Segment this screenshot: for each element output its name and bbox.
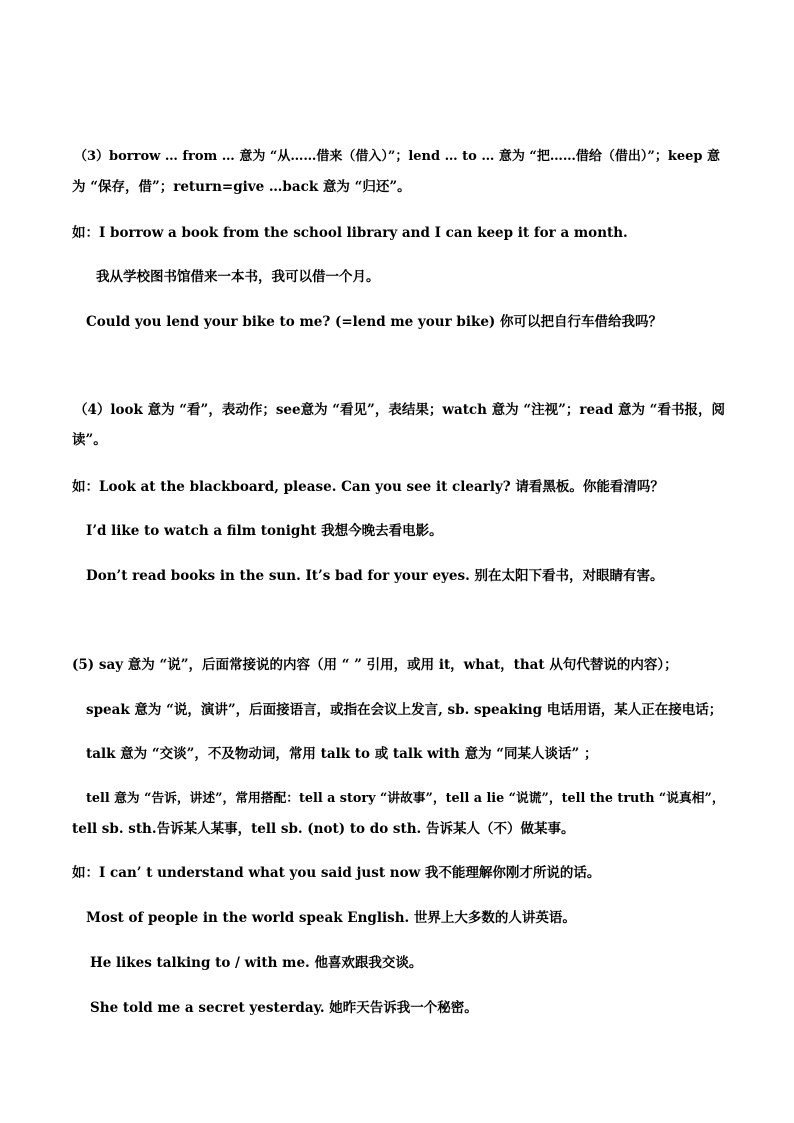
section-5-tell-line-2: tell sb. sth.告诉某人某事，tell sb. (not) to do sth. 告诉某人（不）做某事。 <box>72 821 575 837</box>
section-5-line-1: (5) say 意为 “说”，后面常接说的内容（用 “ ” 引用，或用 it，what，that 从句代替说的内容）； <box>72 657 678 673</box>
example-sentence: 如：I can’ t understand what you said just now 我不能理解你刚才所说的话。 <box>72 865 601 881</box>
example-sentence: 如：I borrow a book from the school library and I can keep it for a month. <box>72 225 628 241</box>
example-translation: 我从学校图书馆借来一本书，我可以借一个月。 <box>96 269 380 285</box>
section-3-line-1: （3）borrow … from … 意为 “从……借来（借入）”；lend … to … 意为 “把……借给（借出）”；keep 意 <box>74 149 720 164</box>
example-sentence: Could you lend your bike to me? (=lend me your bike) 你可以把自行车借给我吗？ <box>86 314 662 330</box>
section-5-tell-line-1: tell 意为 “告诉，讲述”，常用搭配：tell a story “讲故事”，tell a lie “说谎”，tell the truth “说真相”， <box>86 791 725 806</box>
section-3-line-2: 为 “保存，借”；return=give …back 意为 “归还”。 <box>72 179 411 195</box>
section-5-talk: talk 意为 “交谈”，不及物动词，常用 talk to 或 talk with 意为 “同某人谈话” ； <box>86 746 598 762</box>
example-sentence: She told me a secret yesterday. 她昨天告诉我一个秘密。 <box>90 1000 478 1016</box>
example-sentence: 如：Look at the blackboard, please. Can you see it clearly? 请看黑板。你能看清吗？ <box>72 479 664 495</box>
example-sentence: He likes talking to / with me. 他喜欢跟我交谈。 <box>90 955 423 971</box>
example-sentence: I’d like to watch a film tonight 我想今晚去看电影。 <box>86 523 443 539</box>
example-sentence: Most of people in the world speak English. 世界上大多数的人讲英语。 <box>86 910 576 926</box>
section-5-speak: speak 意为 “说，演讲”，后面接语言，或指在会议上发言, sb. speaking 电话用语，某人正在接电话； <box>86 702 723 718</box>
example-sentence: Don’t read books in the sun. It’s bad for your eyes. 别在太阳下看书，对眼睛有害。 <box>86 568 664 584</box>
section-4-line-1: （4）look 意为 “看”，表动作；see意为 “看见”，表结果；watch 意为 “注视”；read 意为 “看书报，阅 <box>74 402 725 418</box>
section-4-line-2: 读”。 <box>72 432 107 448</box>
